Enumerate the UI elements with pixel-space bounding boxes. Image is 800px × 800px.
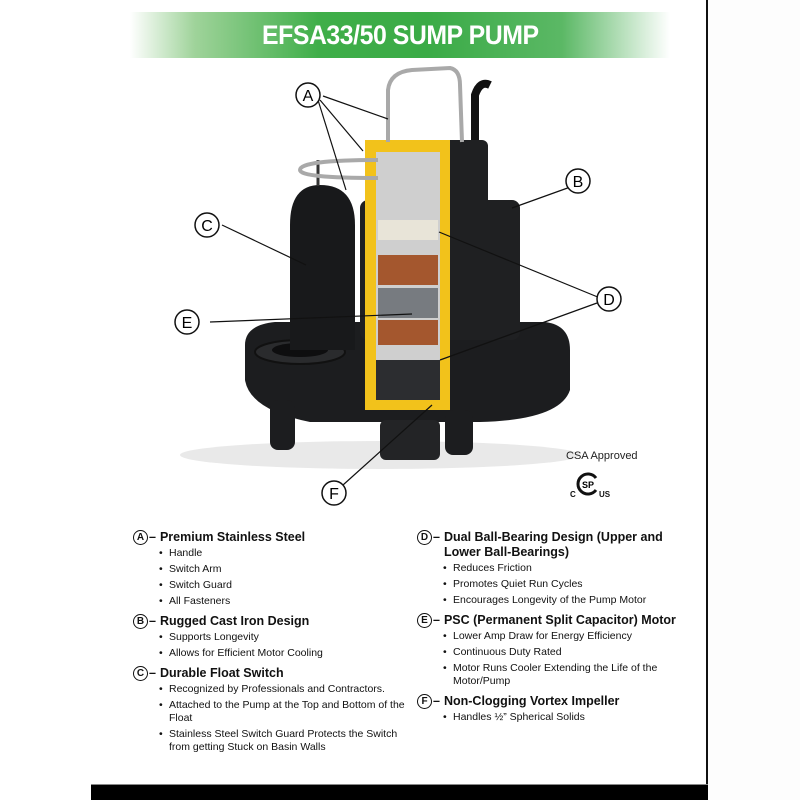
- csa-mark-c: C: [570, 490, 576, 499]
- feature-a: A – Premium Stainless Steel • Handle • Switch Arm • Switch Guard • All Fasteners: [133, 530, 408, 608]
- feature-bullets: [159, 683, 408, 754]
- feature-d: D – Dual Ball-Bearing Design (Upper and Lower Ball-Bearings) • Reduces Friction • Promotes Quiet Run Cycles • Encourages Longevity of the Pump Motor: [417, 530, 702, 607]
- title-banner: [130, 12, 670, 58]
- page-title: EFSA33/50 SUMP PUMP: [261, 19, 539, 50]
- svg-text:C: C: [201, 218, 213, 235]
- feature-f: F – Non-Clogging Vortex Impeller • Handles ½” Spherical Solids: [417, 694, 702, 724]
- feature-e: E – PSC (Permanent Split Capacitor) Motor • Lower Amp Draw for Energy Efficiency • Continuous Duty Rated • Motor Runs Cooler Extending the Life of the Motor/Pump: [417, 613, 702, 688]
- feature-c: C – Durable Float Switch • Recognized by Professionals and Contractors. • Attached to the Pump at the Top and Bottom of the Float • Stainless Steel Switch Guard Protects the Switch from getting Stuck on Basin Walls: [133, 666, 408, 754]
- letter-badge: C: [133, 666, 148, 681]
- letter-badge: B: [133, 614, 148, 629]
- feature-title: PSC (Permanent Split Capacitor) Motor: [443, 613, 676, 627]
- bullet-item: • Switch Arm: [159, 563, 408, 576]
- feature-title: Dual Ball-Bearing Design (Upper and Lower Ball-Bearings): [443, 530, 663, 559]
- bullet-item: • Encourages Longevity of the Pump Motor: [443, 594, 702, 607]
- letter-badge: F: [417, 694, 432, 709]
- svg-text:A: A: [302, 88, 314, 105]
- svg-text:B: B: [572, 174, 584, 191]
- svg-text:E: E: [181, 315, 193, 332]
- bullet-item: • All Fasteners: [159, 595, 408, 608]
- letter-badge: A: [133, 530, 148, 545]
- letter-badge: D: [417, 530, 432, 545]
- svg-text:F: F: [329, 486, 339, 503]
- csa-approved-label: CSA Approved: [566, 450, 638, 462]
- svg-text:SP: SP: [581, 480, 595, 490]
- csa-logo-icon: [576, 472, 600, 496]
- right-margin-panel: [708, 0, 800, 800]
- bullet-item: • Handles ½” Spherical Solids: [443, 711, 702, 724]
- csa-mark: [566, 466, 666, 506]
- features-right-column: [417, 530, 702, 730]
- features-left-column: [133, 530, 408, 760]
- bullet-item: • Recognized by Professionals and Contractors.: [159, 683, 408, 696]
- feature-title: Non-Clogging Vortex Impeller: [443, 694, 620, 708]
- feature-title: Rugged Cast Iron Design: [159, 614, 310, 628]
- bullet-item: • Allows for Efficient Motor Cooling: [159, 647, 408, 660]
- feature-title: Durable Float Switch: [159, 666, 284, 680]
- csa-certification: [566, 450, 666, 506]
- page-edge-divider: [706, 0, 708, 786]
- svg-text:D: D: [603, 292, 615, 309]
- letter-badge: E: [417, 613, 432, 628]
- bullet-item: • Motor Runs Cooler Extending the Life of the Motor/Pump: [443, 662, 702, 688]
- feature-b: B – Rugged Cast Iron Design • Supports Longevity • Allows for Efficient Motor Cooling: [133, 614, 408, 660]
- feature-bullets: [443, 562, 702, 607]
- bullet-item: • Stainless Steel Switch Guard Protects the Switch from getting Stuck on Basin Walls: [159, 728, 408, 754]
- bullet-item: • Reduces Friction: [443, 562, 702, 575]
- feature-title: Premium Stainless Steel: [159, 530, 306, 544]
- feature-bullets: [159, 547, 408, 608]
- bullet-item: • Continuous Duty Rated: [443, 646, 702, 659]
- bullet-item: • Handle: [159, 547, 408, 560]
- bottom-black-bar: [91, 785, 708, 800]
- csa-mark-us: US: [599, 490, 611, 499]
- bullet-item: • Lower Amp Draw for Energy Efficiency: [443, 630, 702, 643]
- feature-bullets: [443, 711, 702, 724]
- bullet-item: • Attached to the Pump at the Top and Bottom of the Float: [159, 699, 408, 725]
- feature-bullets: [159, 631, 408, 660]
- bullet-item: • Switch Guard: [159, 579, 408, 592]
- bullet-item: • Supports Longevity: [159, 631, 408, 644]
- sump-pump-cutaway-diagram: [150, 60, 650, 510]
- feature-bullets: [443, 630, 702, 688]
- bullet-item: • Promotes Quiet Run Cycles: [443, 578, 702, 591]
